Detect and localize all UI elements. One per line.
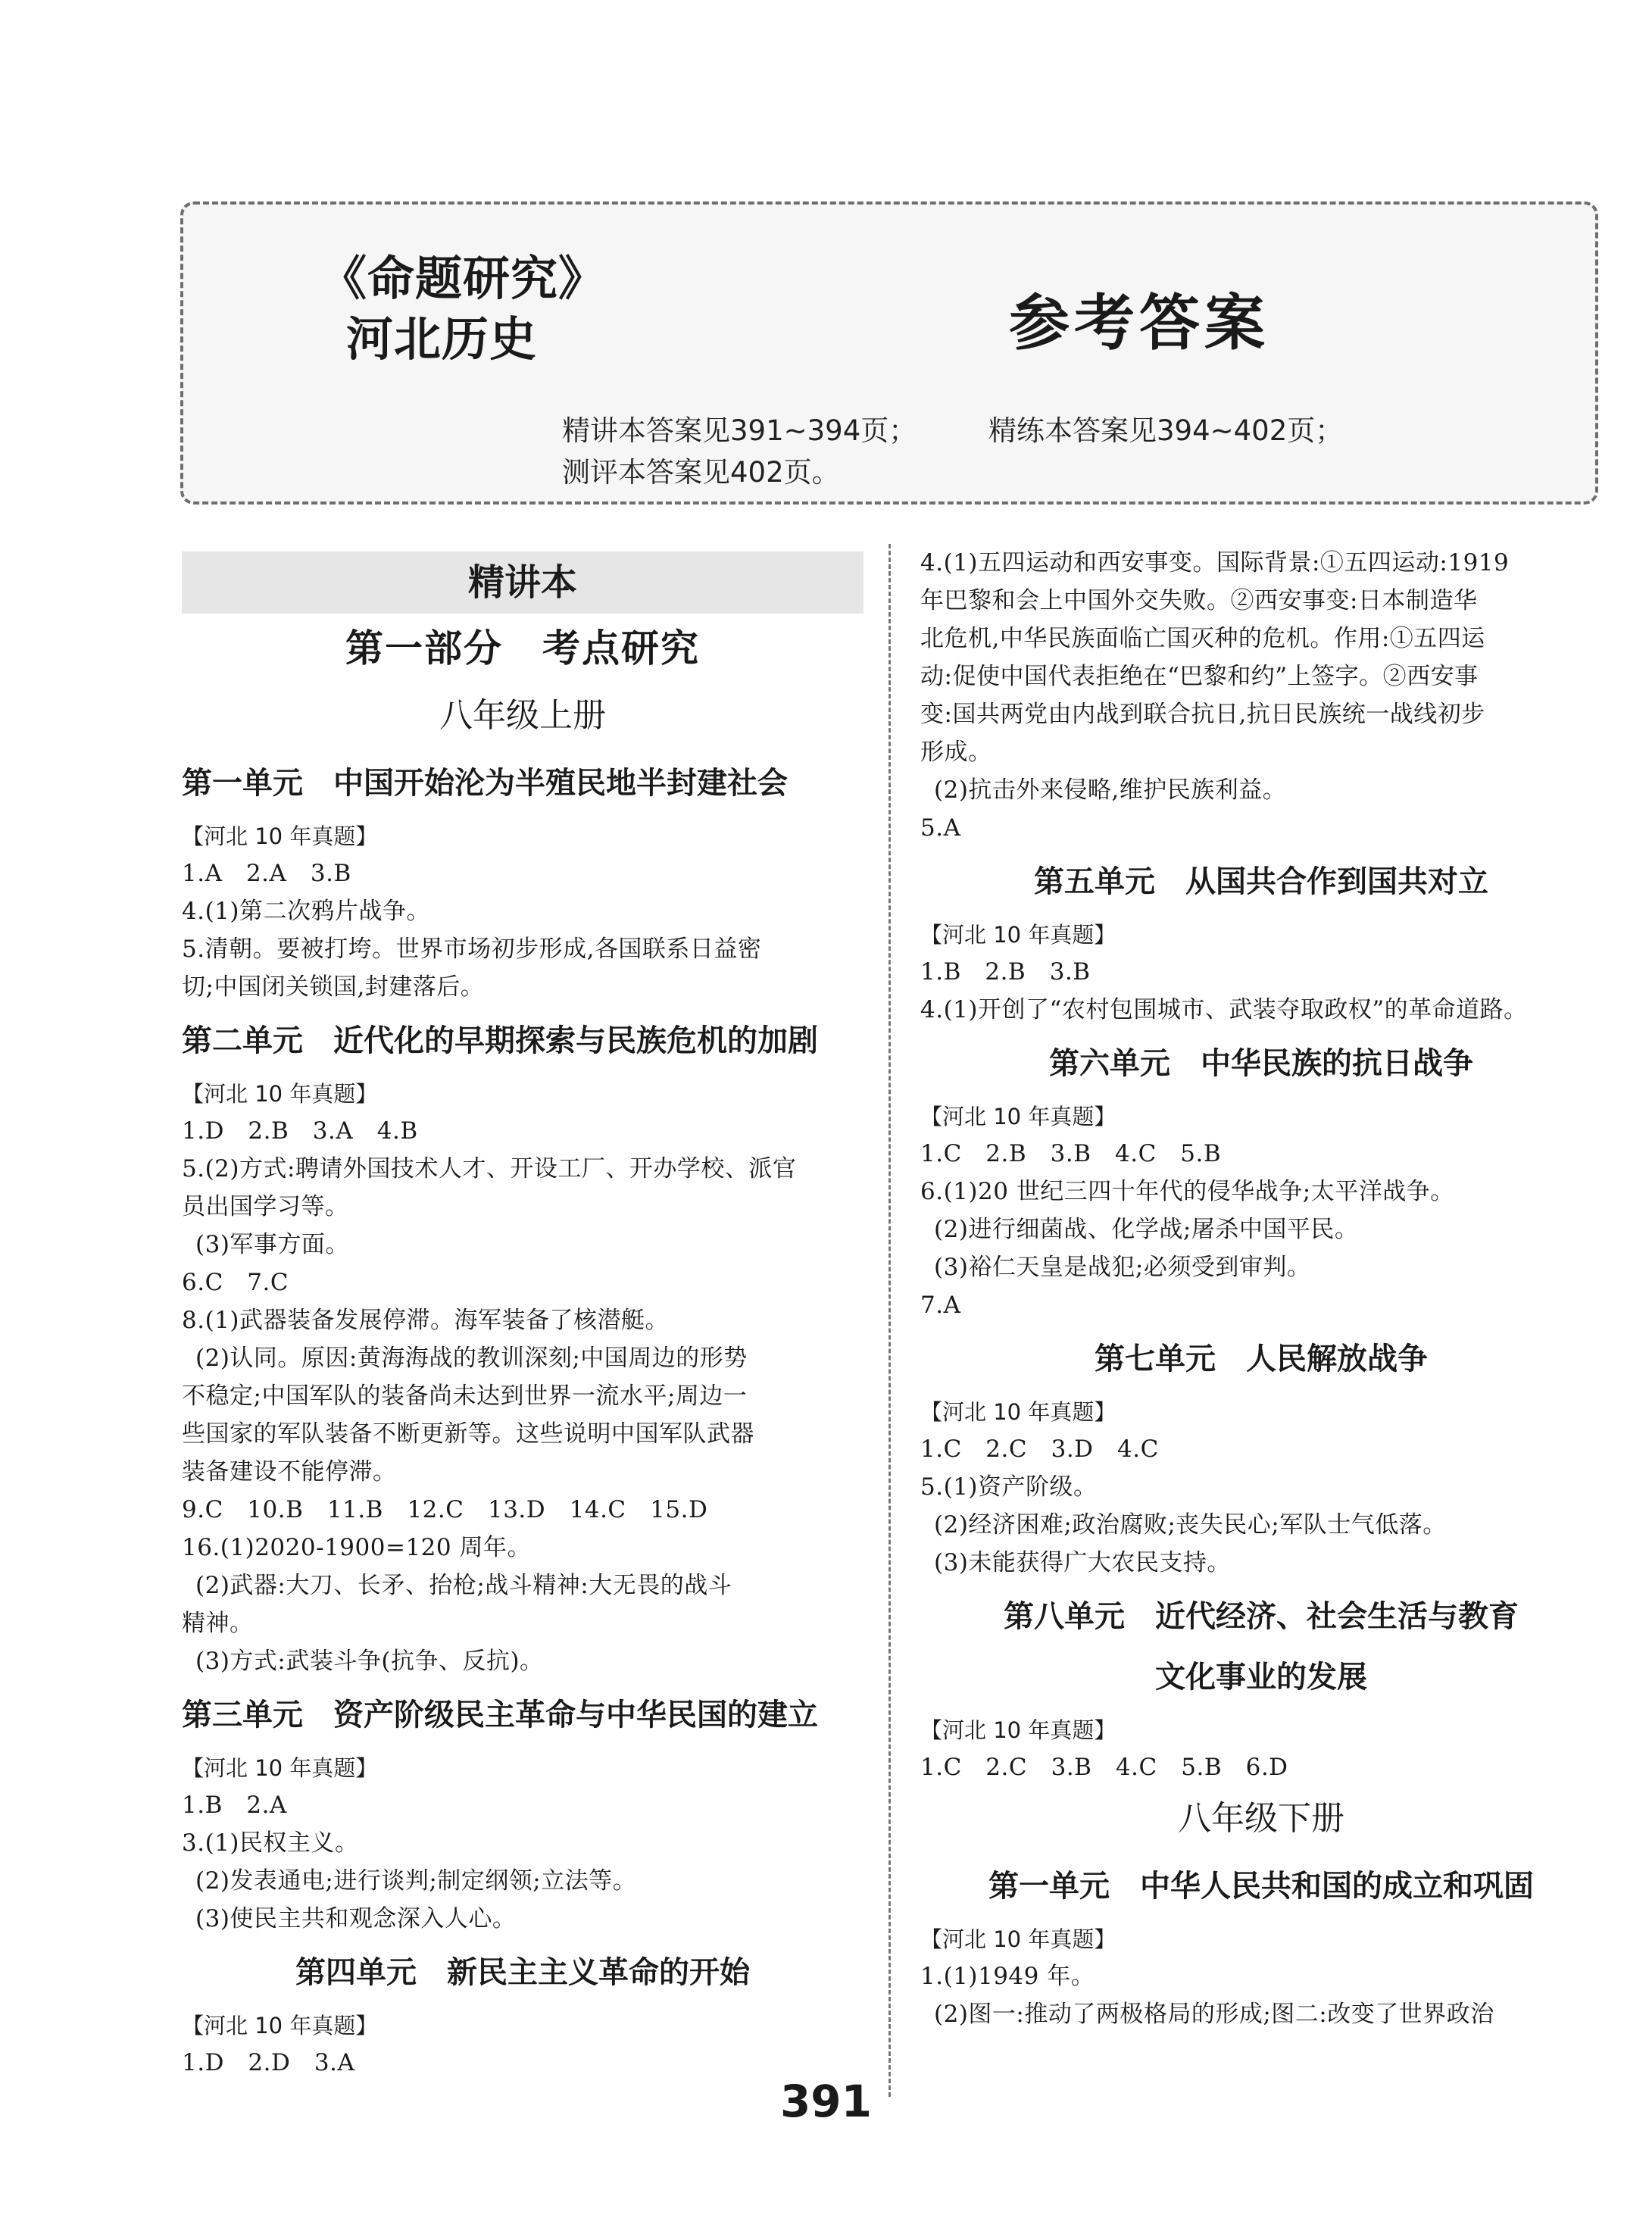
unit-title: 第六单元 中华民族的抗日战争 bbox=[1049, 1046, 1473, 1081]
answer-line: 1.D 2.B 3.A 4.B bbox=[182, 1117, 418, 1145]
answer-line: 5.清朝。要被打垮。世界市场初步形成,各国联系日益密 bbox=[182, 936, 762, 963]
answer-line: (3)方式:武装斗争(抗争、反抗)。 bbox=[195, 1648, 544, 1675]
unit-title-line1: 第八单元 近代经济、社会生活与教育 bbox=[1004, 1599, 1519, 1634]
answer-line: 5.(1)资产阶级。 bbox=[920, 1473, 1098, 1501]
answer-line: 1.B 2.B 3.B bbox=[920, 958, 1091, 986]
answer-line: 1.C 2.B 3.B 4.C 5.B bbox=[920, 1140, 1222, 1167]
answer-line: 年巴黎和会上中国外交失败。②西安事变:日本制造华 bbox=[920, 587, 1478, 614]
book-title-line2: 河北历史 bbox=[346, 311, 538, 367]
left-column bbox=[182, 544, 863, 2082]
grade-heading: 八年级上册 bbox=[439, 696, 606, 735]
answer-line: 3.(1)民权主义。 bbox=[182, 1829, 359, 1857]
unit-title: 第三单元 资产阶级民主革命与中华民国的建立 bbox=[182, 1698, 818, 1732]
unit-title-line2: 文化事业的发展 bbox=[1155, 1660, 1367, 1695]
unit-title: 第四单元 新民主主义革命的开始 bbox=[295, 1955, 750, 1990]
right-column bbox=[920, 544, 1602, 2033]
unit-subheading: 【河北 10 年真题】 bbox=[182, 823, 378, 849]
answer-line: 7.A bbox=[920, 1292, 961, 1319]
unit-subheading: 【河北 10 年真题】 bbox=[182, 1081, 378, 1107]
unit-subheading: 【河北 10 年真题】 bbox=[920, 1399, 1116, 1425]
book-heading: 精讲本 bbox=[467, 561, 577, 604]
answer-line: (2)抗击外来侵略,维护民族利益。 bbox=[934, 776, 1287, 804]
answer-line: 4.(1)五四运动和西安事变。国际背景:①五四运动:1919 bbox=[920, 549, 1510, 576]
answer-line: 16.(1)2020-1900=120 周年。 bbox=[182, 1534, 531, 1561]
answer-line: 装备建设不能停滞。 bbox=[182, 1458, 397, 1486]
unit-title: 第一单元 中国开始沦为半殖民地半封建社会 bbox=[182, 766, 788, 801]
unit-subheading: 【河北 10 年真题】 bbox=[920, 922, 1116, 948]
answer-line: 变:国共两党由内战到联合抗日,抗日民族统一战线初步 bbox=[920, 701, 1485, 728]
answer-line: (3)裕仁天皇是战犯;必须受到审判。 bbox=[934, 1254, 1311, 1281]
answer-line: 4.(1)开创了“农村包围城市、武装夺取政权”的革命道路。 bbox=[920, 996, 1528, 1023]
unit-subheading: 【河北 10 年真题】 bbox=[182, 1755, 378, 1781]
answer-line: 9.C 10.B 11.B 12.C 13.D 14.C 15.D bbox=[182, 1496, 708, 1523]
answer-line: 动:促使中国代表拒绝在“巴黎和约”上签字。②西安事 bbox=[920, 663, 1479, 690]
answer-line: 1.D 2.D 3.A bbox=[182, 2049, 355, 2076]
answer-line: 1.C 2.C 3.B 4.C 5.B 6.D bbox=[920, 1754, 1288, 1781]
unit-subheading: 【河北 10 年真题】 bbox=[920, 1104, 1116, 1129]
answer-line: 1.B 2.A bbox=[182, 1792, 287, 1819]
answer-line: 不稳定;中国军队的装备尚未达到世界一流水平;周边一 bbox=[182, 1382, 748, 1410]
answer-line: (2)经济困难;政治腐败;丧失民心;军队士气低落。 bbox=[934, 1511, 1447, 1539]
answer-heading: 参考答案 bbox=[1009, 288, 1269, 358]
part-heading: 第一部分 考点研究 bbox=[345, 626, 700, 670]
note-jingjiang: 精讲本答案见391~394页； bbox=[562, 414, 917, 447]
answer-line: 5.(2)方式:聘请外国技术人才、开设工厂、开办学校、派官 bbox=[182, 1155, 797, 1182]
book-title-line1: 《命题研究》 bbox=[320, 251, 607, 306]
answer-line: 员出国学习等。 bbox=[182, 1193, 349, 1220]
answer-line: 4.(1)第二次鸦片战争。 bbox=[182, 898, 430, 925]
note-ceping: 测评本答案见402页。 bbox=[562, 456, 840, 489]
answer-line: 精神。 bbox=[182, 1610, 254, 1637]
answer-line: (3)军事方面。 bbox=[195, 1231, 349, 1258]
answer-line: (3)未能获得广大农民支持。 bbox=[934, 1549, 1231, 1576]
answer-line: (2)进行细菌战、化学战;屠杀中国平民。 bbox=[934, 1216, 1359, 1243]
answer-line: (2)武器:大刀、长矛、抬枪;战斗精神:大无畏的战斗 bbox=[195, 1572, 732, 1599]
answer-line: 5.A bbox=[920, 814, 961, 842]
answer-line: (3)使民主共和观念深入人心。 bbox=[195, 1905, 517, 1932]
answer-line: 6.C 7.C bbox=[182, 1269, 289, 1296]
unit-title: 第五单元 从国共合作到国共对立 bbox=[1034, 864, 1488, 899]
answer-line: (2)图一:推动了两极格局的形成;图二:改变了世界政治 bbox=[934, 2001, 1494, 2028]
answer-line: 北危机,中华民族面临亡国灭种的危机。作用:①五四运 bbox=[920, 625, 1485, 652]
unit-title: 第七单元 人民解放战争 bbox=[1095, 1342, 1428, 1376]
answer-line: 8.(1)武器装备发展停滞。海军装备了核潜艇。 bbox=[182, 1307, 669, 1334]
grade-heading: 八年级下册 bbox=[1178, 1799, 1344, 1838]
column-divider bbox=[888, 544, 891, 2097]
answer-line: (2)认同。原因:黄海海战的教训深刻;中国周边的形势 bbox=[195, 1345, 748, 1372]
answer-line: 6.(1)20 世纪三四十年代的侵华战争;太平洋战争。 bbox=[920, 1178, 1454, 1205]
answer-line: 些国家的军队装备不断更新等。这些说明中国军队武器 bbox=[182, 1420, 754, 1448]
answer-line: (2)发表通电;进行谈判;制定纲领;立法等。 bbox=[195, 1867, 637, 1895]
unit-title: 第二单元 近代化的早期探索与民族危机的加剧 bbox=[182, 1023, 818, 1058]
book-heading-band bbox=[182, 551, 863, 614]
unit-title: 第一单元 中华人民共和国的成立和巩固 bbox=[988, 1869, 1534, 1904]
answer-line: 1.A 2.A 3.B bbox=[182, 860, 351, 887]
answer-line: 1.(1)1949 年。 bbox=[920, 1963, 1095, 1990]
unit-subheading: 【河北 10 年真题】 bbox=[182, 2013, 378, 2038]
answer-line: 切;中国闭关锁国,封建落后。 bbox=[182, 973, 485, 1001]
unit-subheading: 【河北 10 年真题】 bbox=[920, 1926, 1116, 1952]
unit-subheading: 【河北 10 年真题】 bbox=[920, 1717, 1116, 1743]
answer-line: 形成。 bbox=[920, 739, 992, 766]
note-jinglian: 精练本答案见394~402页； bbox=[988, 414, 1344, 447]
title-banner bbox=[180, 202, 1598, 505]
page-number: 391 bbox=[779, 2076, 873, 2127]
answer-line: 1.C 2.C 3.D 4.C bbox=[920, 1436, 1159, 1463]
